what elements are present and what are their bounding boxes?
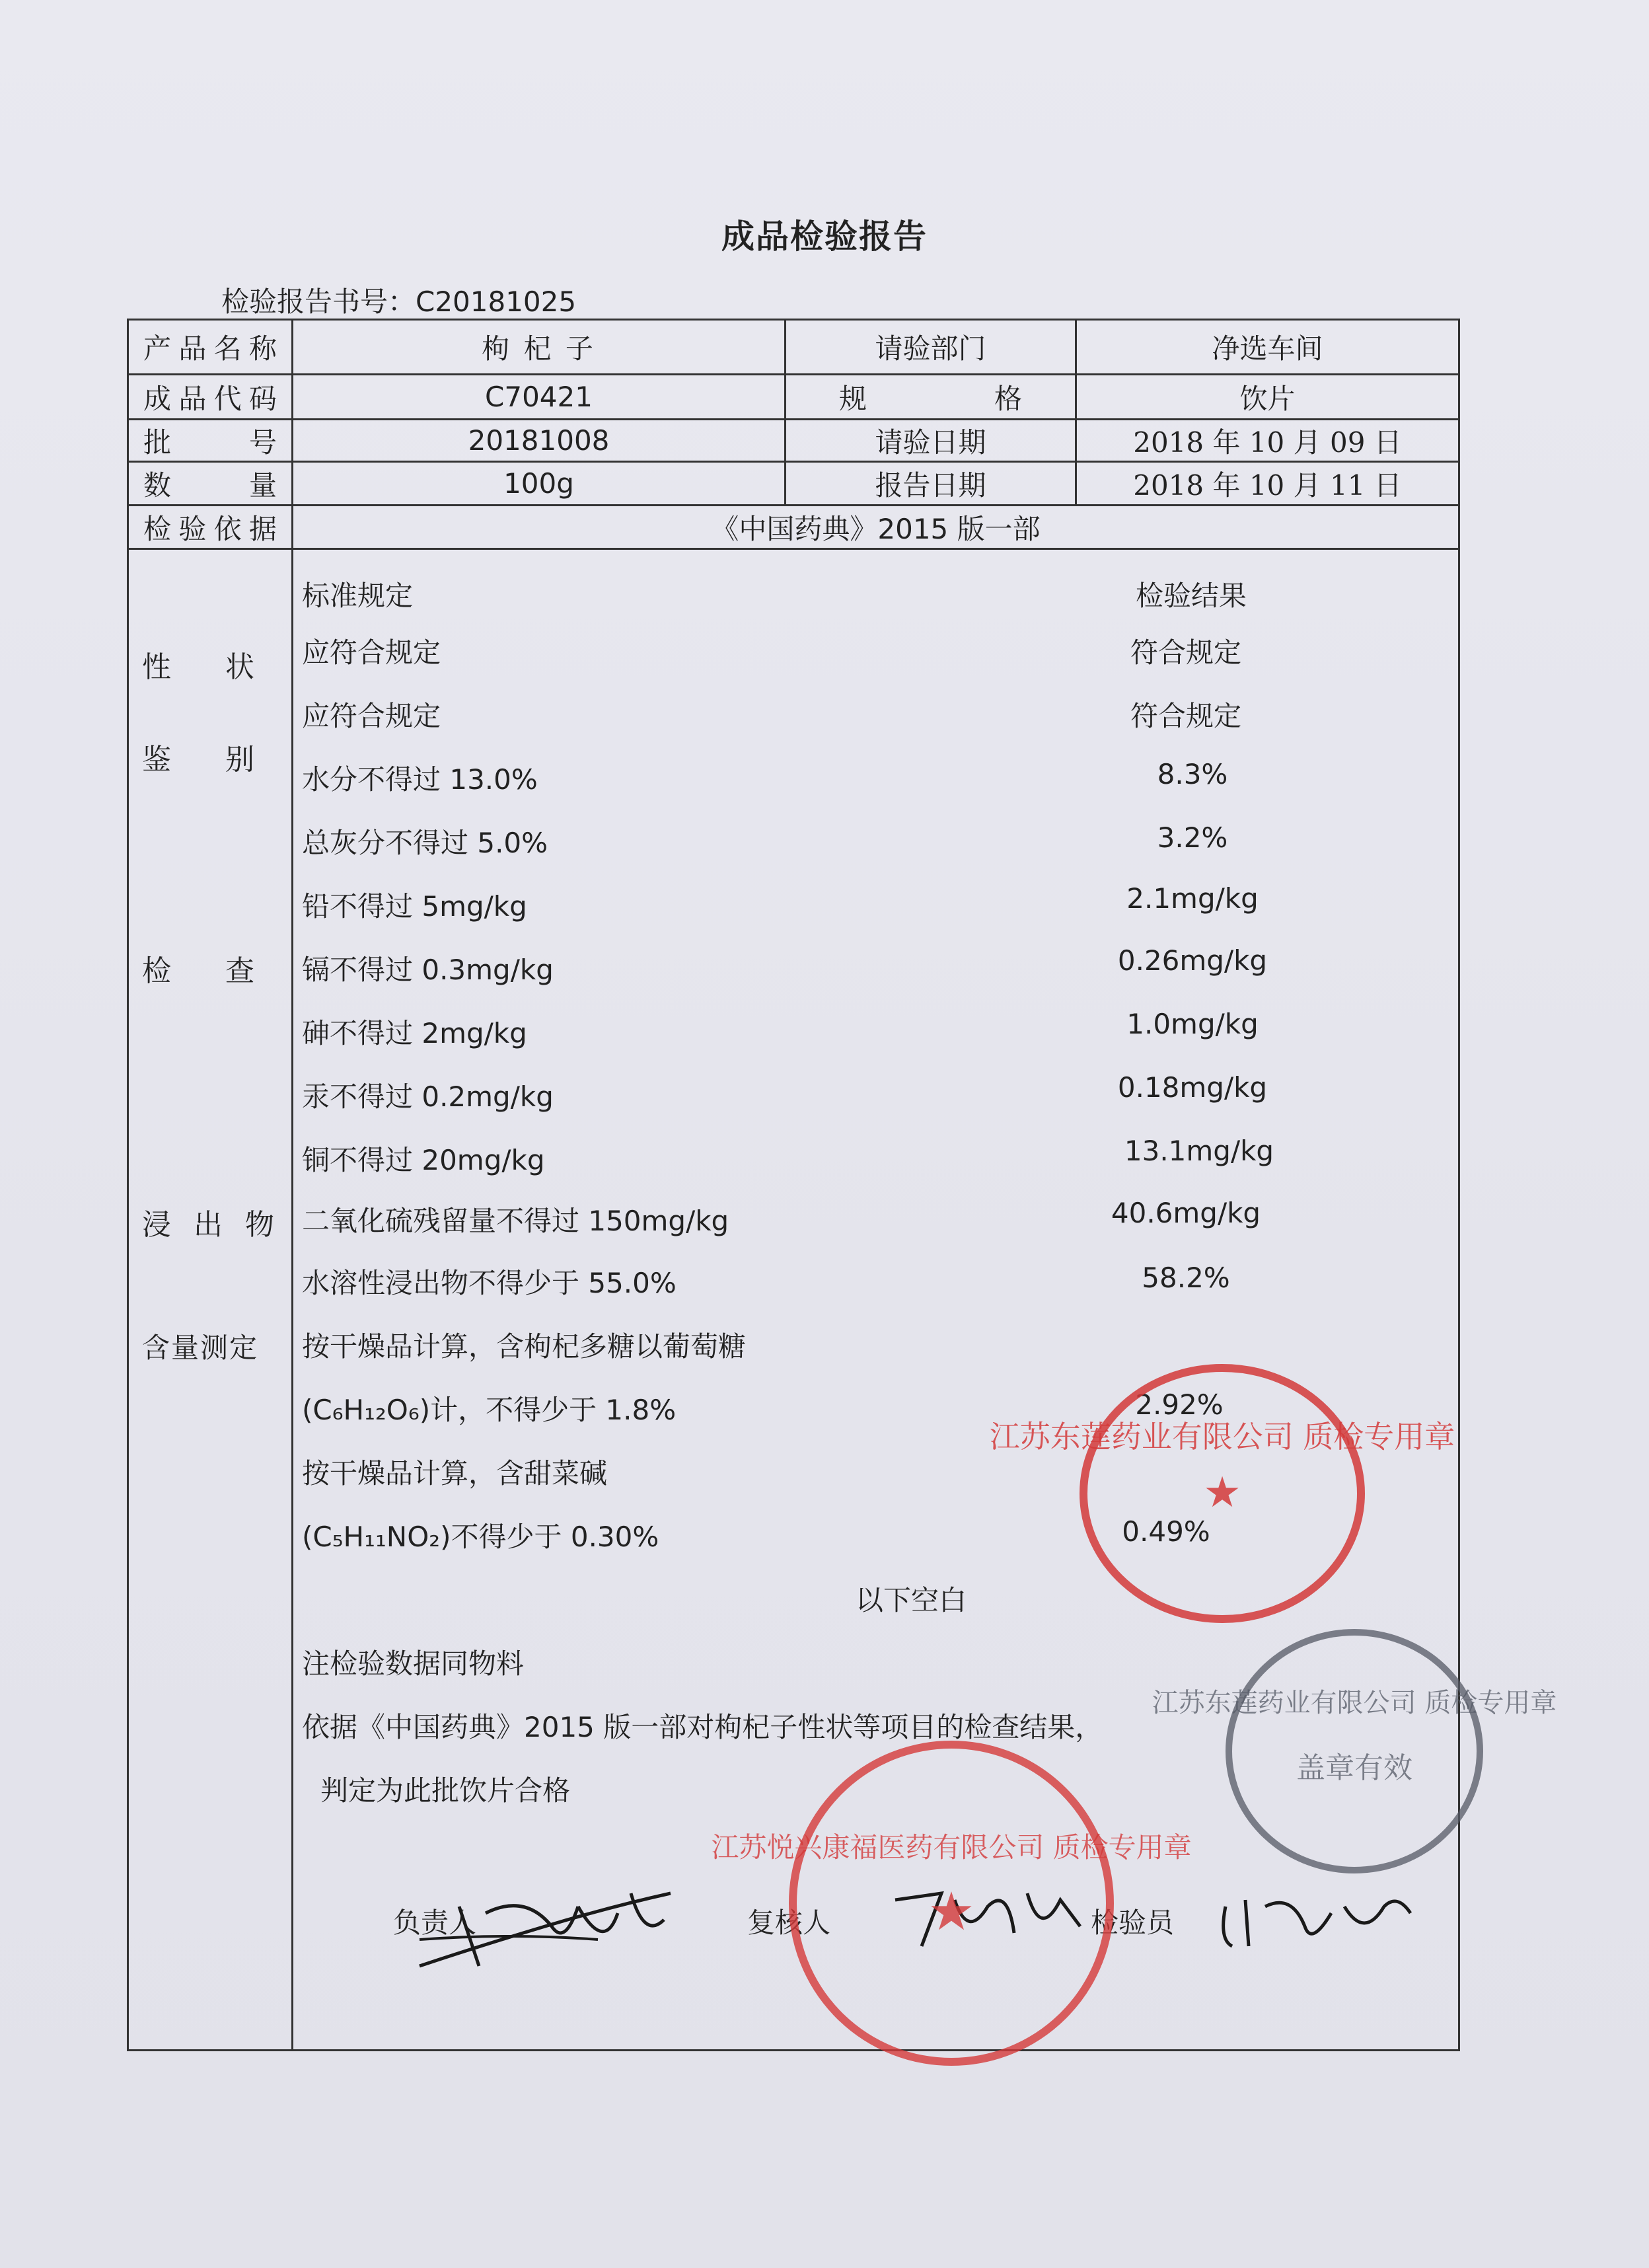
svg-text:★: ★	[1203, 1468, 1241, 1517]
assay-line-4: (C₅H₁₁NO₂)不得少于 0.30%	[302, 1521, 659, 1553]
company-stamp-text: 江苏悦兴康福医药有限公司 质检专用章	[711, 1831, 1192, 1864]
product-name-value: 枸 杞 子	[482, 332, 596, 365]
standard-header: 标准规定	[302, 580, 414, 612]
item-result: 符合规定	[1130, 636, 1241, 669]
quality-stamp-1	[989, 1342, 1455, 1645]
item-result: 1.0mg/kg	[1126, 1008, 1259, 1040]
batch-label: 批 号	[143, 426, 277, 459]
report-title: 成品检验报告	[721, 217, 928, 256]
request-date-value: 2018 年 10 月 09 日	[1133, 426, 1402, 459]
basis-label: 检 验 依 据	[143, 512, 277, 545]
basis-value: 《中国药典》2015 版一部	[711, 512, 1041, 545]
item-standard: 水分不得过 13.0%	[302, 763, 538, 796]
item-result: 40.6mg/kg	[1111, 1197, 1261, 1229]
category-appearance: 性 状	[142, 650, 254, 684]
quantity-value: 100g	[503, 467, 574, 500]
responsible-label: 负责人	[393, 1907, 477, 1939]
item-result: 3.2%	[1157, 821, 1228, 854]
blank-below: 以下空白	[856, 1584, 967, 1616]
item-standard: 铜不得过 20mg/kg	[302, 1144, 545, 1176]
request-date-label: 请验日期	[875, 426, 986, 459]
assay-line-2: (C₆H₁₂O₆)计，不得少于 1.8%	[302, 1394, 677, 1426]
category-assay: 含量测定	[142, 1332, 259, 1364]
item-result: 2.1mg/kg	[1126, 882, 1259, 915]
assay-line-1: 按干燥品计算，含枸杞多糖以葡萄糖	[302, 1330, 747, 1363]
assay-line-3: 按干燥品计算，含甜菜碱	[302, 1457, 608, 1490]
item-standard: 总灰分不得过 5.0%	[302, 827, 548, 859]
batch-value: 20181008	[468, 424, 610, 457]
item-result: 13.1mg/kg	[1124, 1135, 1274, 1167]
report-date-label: 报告日期	[875, 469, 986, 502]
product-name-label: 产 品 名 称	[143, 332, 277, 365]
quality-stamp-2	[1152, 1612, 1557, 1890]
quantity-label: 数 量	[143, 469, 277, 502]
code-value: C70421	[485, 381, 593, 413]
category-inspection: 检 查	[142, 954, 254, 988]
inspector-label: 检验员	[1091, 1907, 1175, 1939]
code-label: 成 品 代 码	[143, 382, 277, 415]
result-header: 检验结果	[1135, 580, 1247, 612]
item-standard: 铅不得过 5mg/kg	[302, 890, 527, 923]
dept-label: 请验部门	[875, 332, 986, 365]
valid-mark: 盖章有效	[1296, 1751, 1412, 1785]
conclusion-line-2: 判定为此批饮片合格	[320, 1774, 571, 1807]
item-result: 0.26mg/kg	[1117, 944, 1268, 977]
spec-label: 规 格	[839, 382, 1022, 415]
item-result: 符合规定	[1130, 700, 1241, 732]
svg-text:★: ★	[928, 1881, 975, 1942]
category-identification: 鉴 别	[142, 743, 254, 776]
item-standard: 应符合规定	[302, 636, 441, 669]
item-standard: 汞不得过 0.2mg/kg	[302, 1080, 554, 1113]
reviewer-label: 复核人	[747, 1907, 831, 1939]
report-date-value: 2018 年 10 月 11 日	[1133, 469, 1402, 502]
dept-value: 净选车间	[1212, 332, 1323, 365]
note: 注检验数据同物料	[302, 1647, 525, 1680]
item-standard: 砷不得过 2mg/kg	[302, 1017, 527, 1049]
quality-stamp-2-text: 江苏东莲药业有限公司 质检专用章	[1152, 1688, 1557, 1718]
item-standard: 水溶性浸出物不得少于 55.0%	[302, 1267, 677, 1299]
spec-value: 饮片	[1239, 382, 1296, 415]
item-standard: 镉不得过 0.3mg/kg	[302, 954, 554, 986]
item-result: 0.18mg/kg	[1117, 1071, 1268, 1104]
quality-stamp-1-text: 江苏东莲药业有限公司 质检专用章	[989, 1419, 1455, 1455]
conclusion-line-1: 依据《中国药典》2015 版一部对枸杞子性状等项目的检查结果，	[302, 1711, 1103, 1743]
assay-result-1: 2.92%	[1135, 1388, 1224, 1421]
item-standard: 应符合规定	[302, 700, 441, 732]
responsible-signature	[380, 1867, 710, 1999]
category-extract: 浸 出 物	[142, 1208, 274, 1242]
assay-result-2: 0.49%	[1122, 1515, 1210, 1548]
item-standard: 二氧化硫残留量不得过 150mg/kg	[302, 1205, 729, 1237]
item-result: 8.3%	[1157, 758, 1228, 790]
item-result: 58.2%	[1142, 1262, 1230, 1294]
report-number: 检验报告书号：C20181025	[221, 285, 577, 318]
inspector-signature	[1212, 1880, 1424, 1959]
